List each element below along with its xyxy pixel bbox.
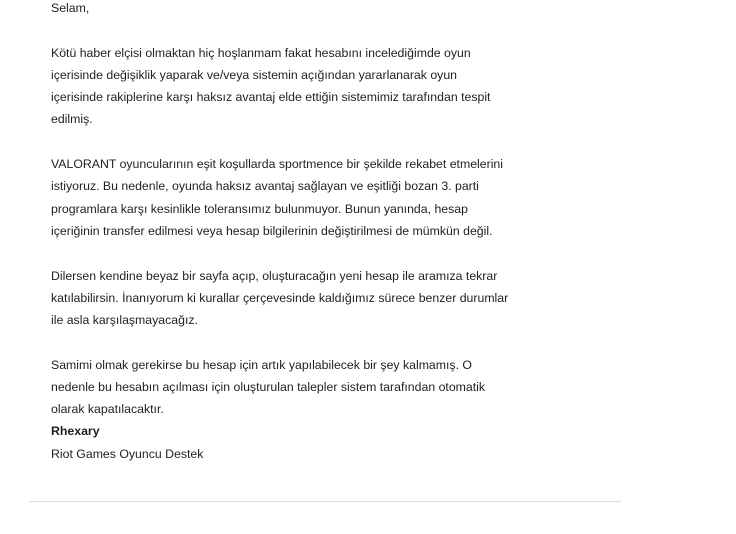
signer-org: Riot Games Oyuncu Destek [51, 446, 204, 461]
greeting: Selam, [51, 1, 90, 15]
message-paragraph-1: Kötü haber elçisi olmaktan hiç hoşlanmam fakat hesabını incelediğimde oyun içerisinde değişiklik yaparak ve/veya sistemin açığından yararlanarak oyun içerisinde rakiplerine karşı haksız avantaj elde ettiğin sistemimiz tarafından tespit edilmiş. [51, 45, 491, 127]
message-paragraph-3: Dilersen kendine beyaz bir sayfa açıp, oluşturacağın yeni hesap ile aramıza tekrar katılabilirsin. İnanıyorum ki kurallar çerçevesinde kaldığımız sürece benzer durumlar ile asla karşılaşmayacağız. [51, 268, 509, 328]
signer-name: Rhexary [51, 424, 100, 439]
divider [29, 501, 621, 502]
message-closing [51, 354, 611, 465]
message-paragraph-2: VALORANT oyuncularının eşit koşullarda sportmence bir şekilde rekabet etmelerini istiyoruz. Bu nedenle, oyunda haksız avantaj sağlayan ve eşitliği bozan 3. parti programlara karşı kesinlikle toleransımız bulunmuyor. Bunun yanında, hesap içeriğinin transfer edilmesi veya hesap bilgilerinin değiştirilmesi de mümkün değil. [51, 157, 504, 238]
support-message [51, 0, 611, 465]
message-paragraph-4: Samimi olmak gerekirse bu hesap için artık yapılabilecek bir şey kalmamış. O nedenle bu hesabın açılması için oluşturulan talepler sistem tarafından otomatik olarak kapatılacaktır. [51, 357, 486, 417]
